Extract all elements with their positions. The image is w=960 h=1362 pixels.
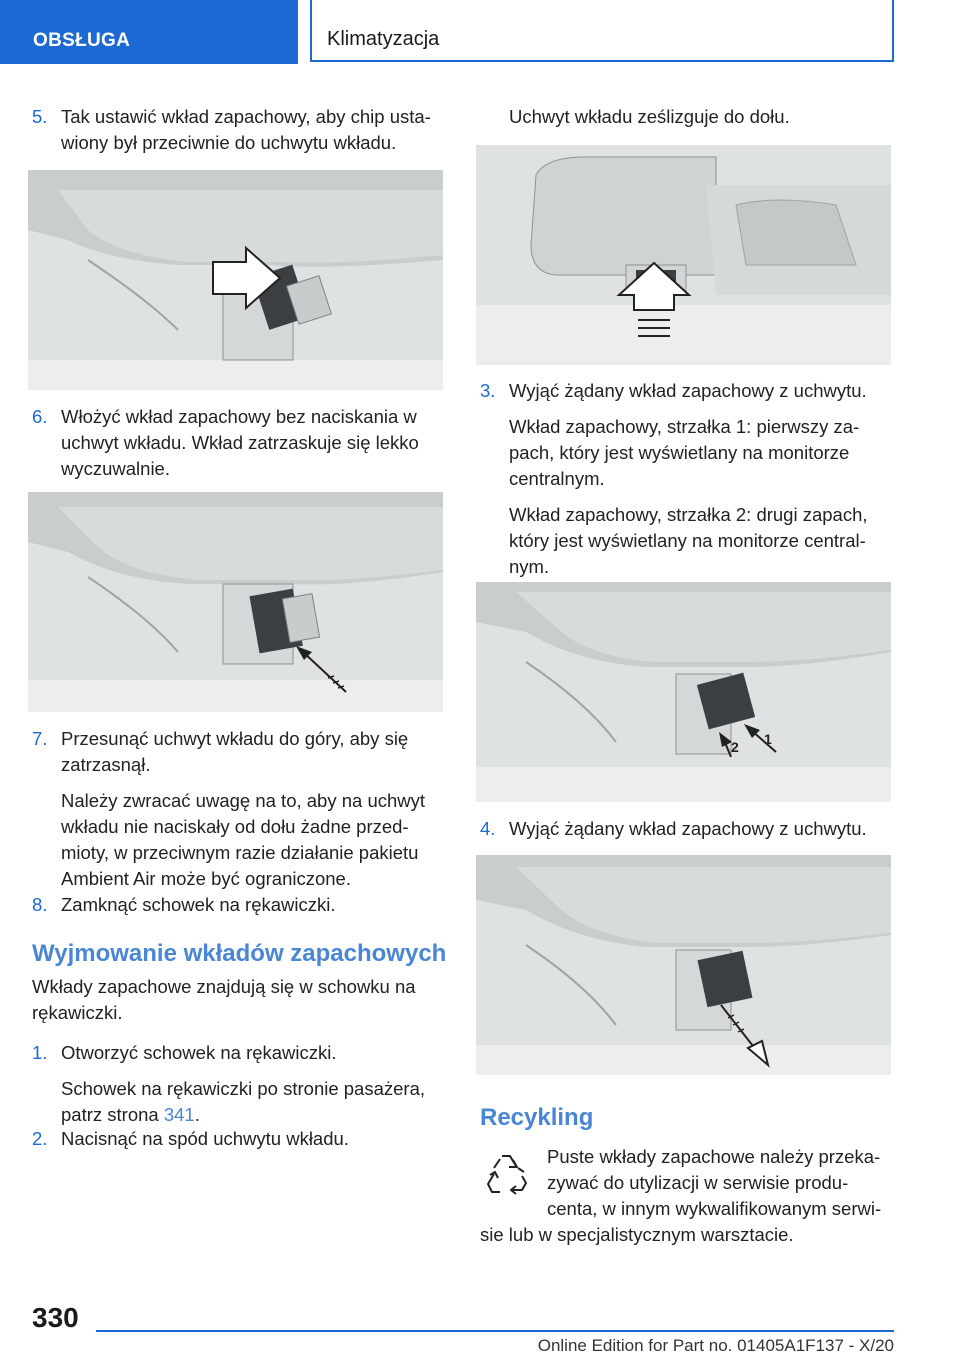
step-note-line: Ambient Air może być ograniczone. (61, 868, 351, 889)
step-note-line: nym. (509, 556, 550, 577)
step-note-line: który jest wyświetlany na monitorze central- (509, 530, 866, 551)
intro-line: rękawiczki. (32, 1002, 123, 1023)
step-number: 8. (32, 894, 48, 915)
recycling-text (480, 1144, 895, 1248)
step-text-line: zatrzasnął. (61, 754, 151, 775)
step-note-line (61, 1102, 451, 1128)
step-note-line: Wkład zapachowy, strzałka 1: pierwszy za- (509, 416, 860, 437)
section-title: OBSŁUGA (33, 30, 131, 51)
step-number: 2. (32, 1128, 48, 1149)
step-note-line: centralnym. (509, 468, 605, 489)
slide-down-text (509, 104, 894, 130)
edition-text: Online Edition for Part no. 01405A1F137 - X/20 (537, 1336, 894, 1355)
figure-cartridge-seated (28, 492, 443, 712)
step-note-line: mioty, w przeciwnym razie działanie pakietu (61, 842, 419, 863)
recycling-heading: Recykling (480, 1104, 594, 1131)
ref-prefix: patrz strona (61, 1104, 164, 1125)
step-note-line: pach, który jest wyświetlany na monitorze (509, 442, 850, 463)
recycling-line: sie lub w specjalistycznym warsztacie. (480, 1224, 794, 1245)
figure-two-cartridges (476, 582, 891, 802)
step-text-line: Wyjąć żądany wkład zapachowy z uchwytu. (509, 818, 867, 839)
arrow-label-1: 1 (764, 731, 772, 747)
recycling-line: zywać do utylizacji w serwisie produ- (547, 1172, 849, 1193)
figure-remove-cartridge (476, 855, 891, 1075)
step-text-line: Wyjąć żądany wkład zapachowy z uchwytu. (509, 380, 867, 401)
section-heading: Wyjmowanie wkładów zapachowych (32, 940, 447, 967)
footer-divider (96, 1330, 894, 1332)
step-text-line: Nacisnąć na spód uchwytu wkładu. (61, 1128, 349, 1149)
step-text-line: wyczuwalnie. (61, 458, 170, 479)
recycling-line: centa, w innym wykwalifikowanym serwi- (547, 1198, 882, 1219)
step-number: 7. (32, 728, 48, 749)
step-note-line: wkładu nie naciskały od dołu żadne przed- (61, 816, 409, 837)
step-text-line: Tak ustawić wkład zapachowy, aby chip usta- (61, 106, 431, 127)
recycling-line: Puste wkłady zapachowe należy przeka- (547, 1146, 881, 1167)
step-note-line: Schowek na rękawiczki po stronie pasażera, (61, 1078, 426, 1099)
ref-suffix: . (194, 1104, 200, 1125)
step-text-line: wiony był przeciwnie do uchwytu wkładu. (61, 132, 397, 153)
step-note-line: Wkład zapachowy, strzałka 2: drugi zapach, (509, 504, 868, 525)
step-text-line: Przesunąć uchwyt wkładu do góry, aby się (61, 728, 409, 749)
step-text-line: Otworzyć schowek na rękawiczki. (61, 1042, 337, 1063)
chapter-frame (310, 0, 894, 62)
step-text-line: uchwyt wkładu. Wkład zatrzaskuje się lekko (61, 432, 419, 453)
step-note-line: Należy zwracać uwagę na to, aby na uchwyt (61, 790, 426, 811)
page-number: 330 (32, 1302, 79, 1333)
step-number: 4. (480, 818, 496, 839)
figure-insert-cartridge (28, 170, 443, 390)
arrow-label-2: 2 (731, 739, 739, 755)
figure-holder-slides-down (476, 145, 891, 365)
intro-text (32, 974, 452, 1026)
chapter-title: Klimatyzacja (327, 28, 440, 50)
page-reference-link[interactable]: 341 (163, 1104, 195, 1125)
step-number: 1. (32, 1042, 48, 1063)
intro-line: Wkłady zapachowe znajdują się w schowku na (32, 976, 416, 997)
step-number: 5. (32, 106, 48, 127)
step-number: 3. (480, 380, 496, 401)
step-text-line: Włożyć wkład zapachowy bez naciskania w (61, 406, 417, 427)
step-number: 6. (32, 406, 48, 427)
section-tab (0, 0, 298, 64)
body-line: Uchwyt wkładu ześlizguje do dołu. (509, 106, 790, 127)
step-text-line: Zamknąć schowek na rękawiczki. (61, 894, 336, 915)
